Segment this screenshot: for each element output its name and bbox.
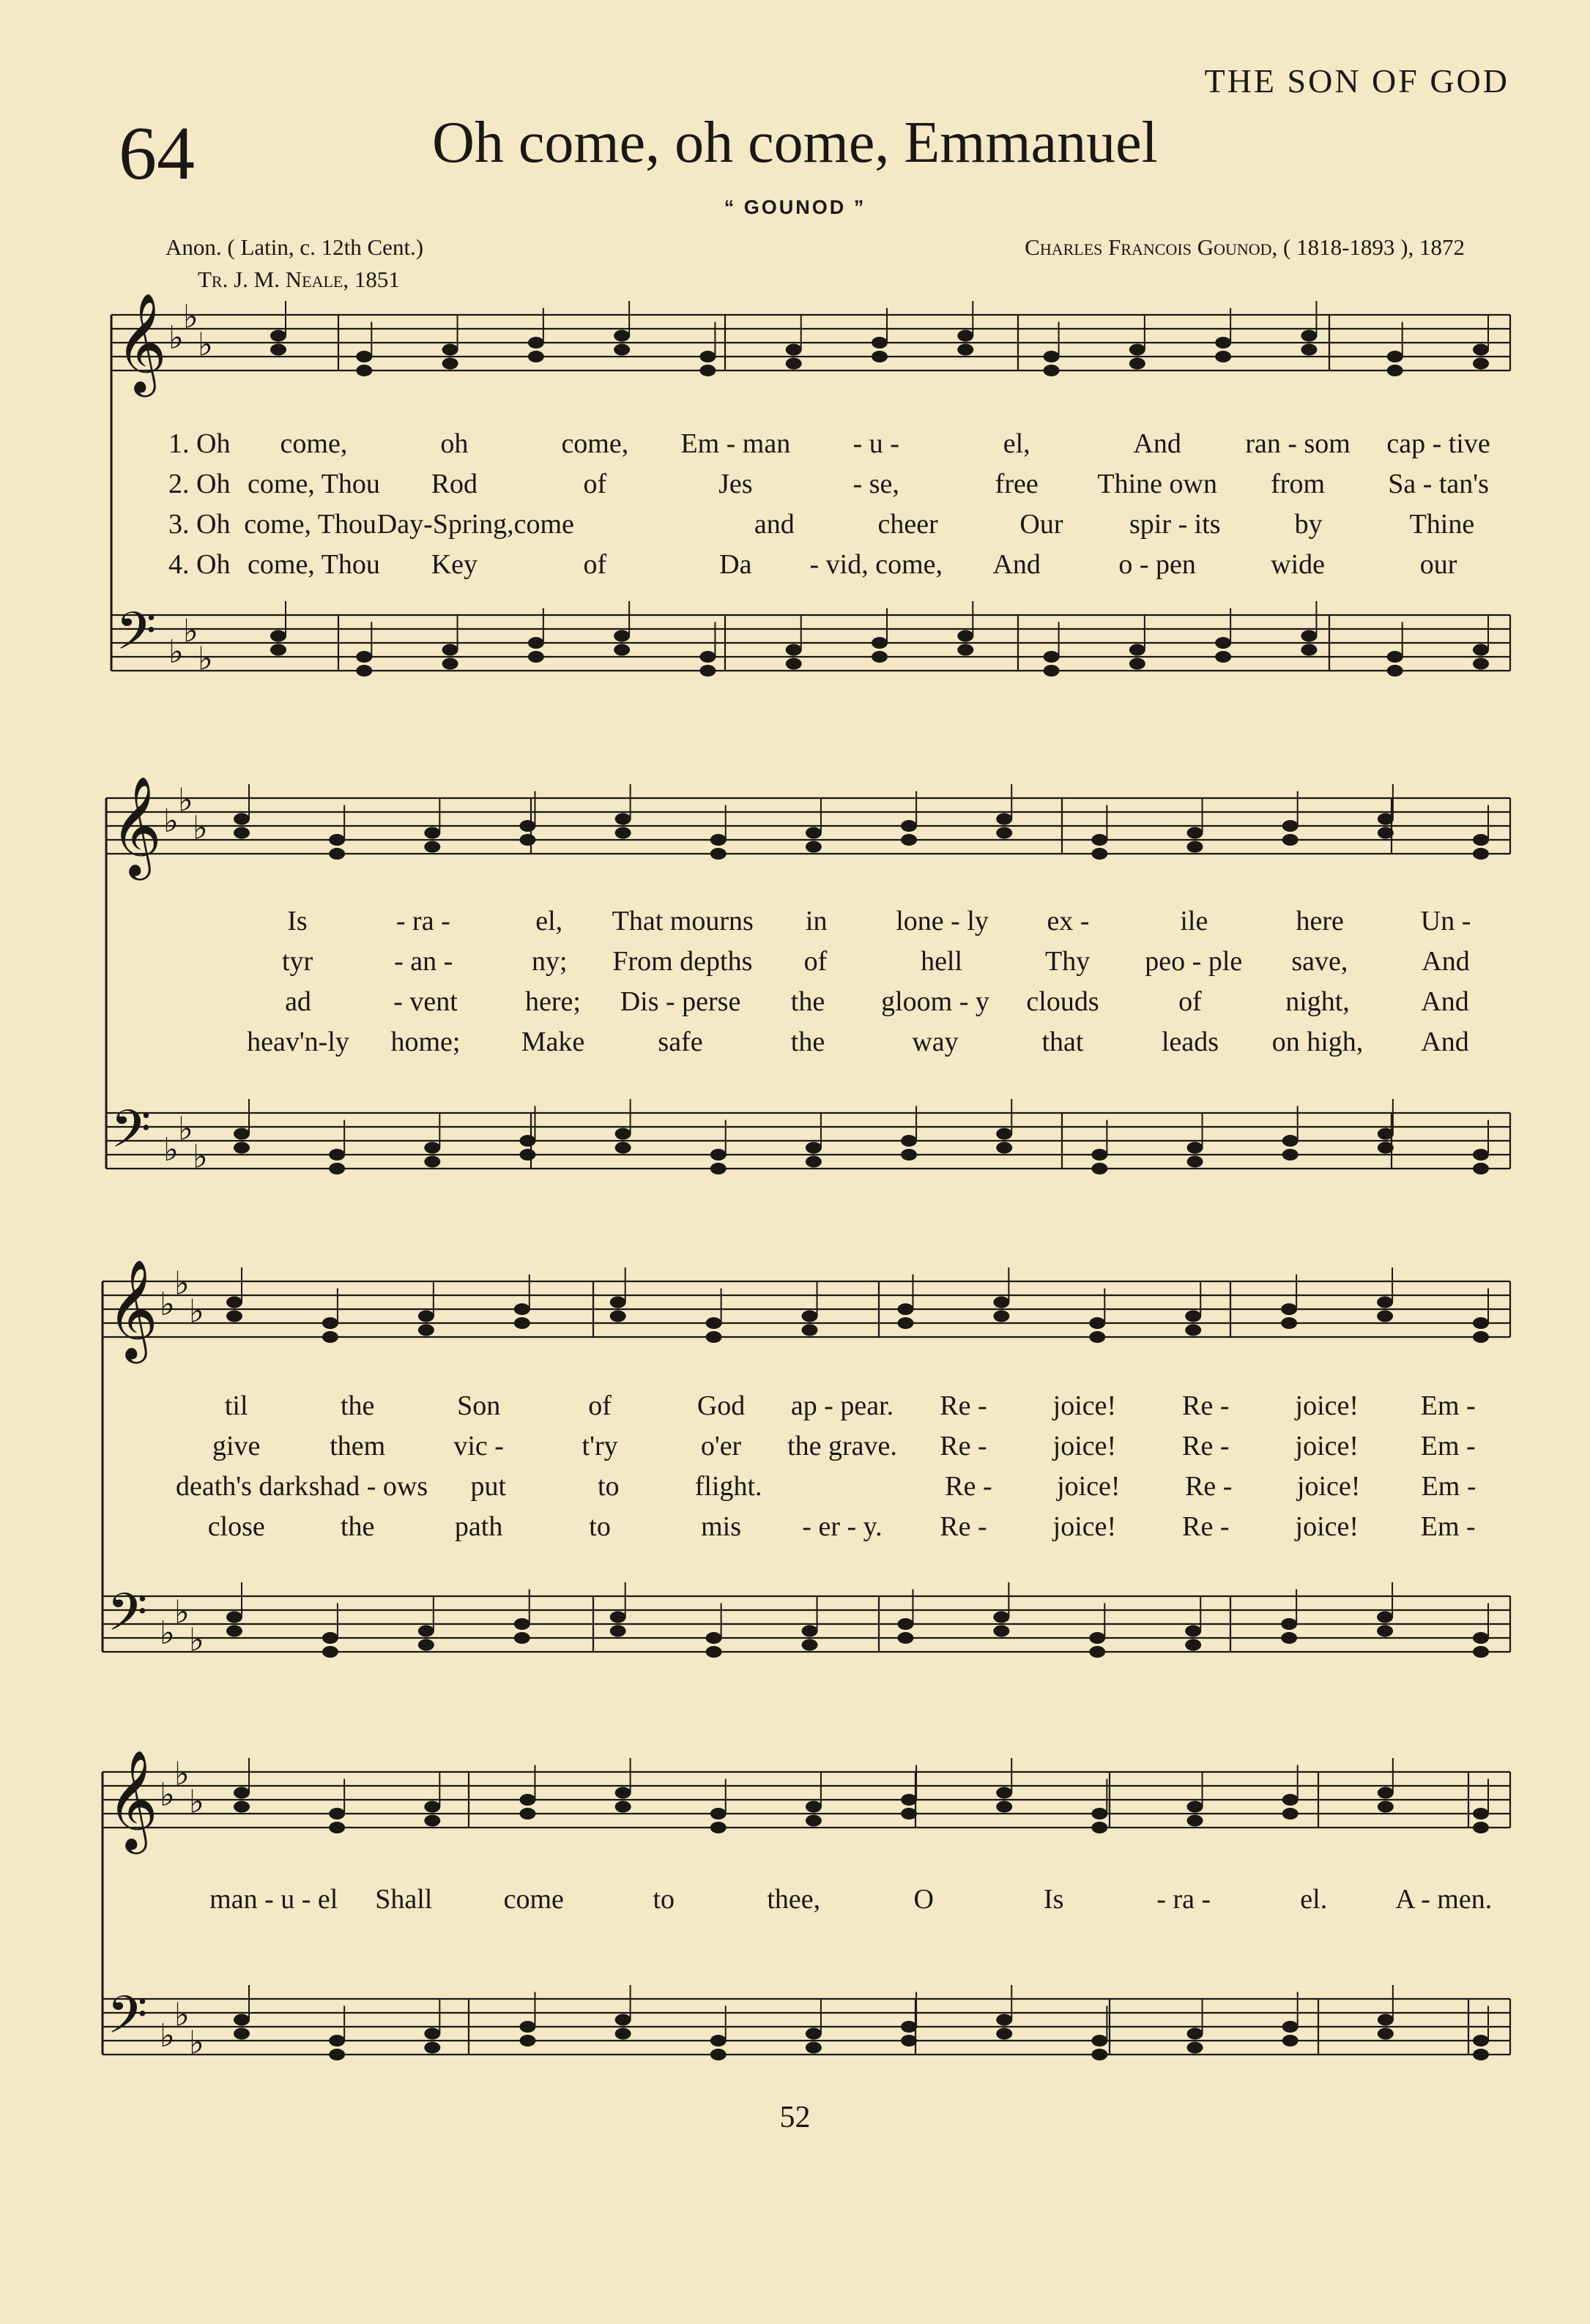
lyric-syllable: Re - xyxy=(940,1390,987,1421)
lyric-syllable: the xyxy=(790,986,825,1017)
lyric-syllable: joice! xyxy=(1052,1390,1117,1421)
lyric-syllable: o - pen xyxy=(1118,548,1196,580)
lyric-syllable: Make xyxy=(521,1026,585,1057)
lyric-syllable: vic - xyxy=(453,1430,504,1461)
lyric-syllable: A - men. xyxy=(1395,1883,1493,1915)
lyric-syllable: - an - xyxy=(394,945,453,977)
lyric-syllable: Da xyxy=(719,548,752,580)
lyric-syllable: joice! xyxy=(1052,1430,1117,1461)
lyric-syllable: joice! xyxy=(1295,1390,1359,1421)
lyric-syllable: home; xyxy=(390,1026,461,1057)
lyric-syllable: hell xyxy=(921,945,963,977)
lyric-syllable: cap - tive xyxy=(1386,428,1490,459)
svg-text:𝄞: 𝄞 xyxy=(107,1259,158,1359)
svg-text:♭: ♭ xyxy=(160,2017,175,2055)
lyric-syllable: ex - xyxy=(1047,905,1090,936)
lyric-syllable: Dis - perse xyxy=(620,986,741,1017)
svg-text:𝄢: 𝄢 xyxy=(116,601,157,674)
svg-text:♭: ♭ xyxy=(189,1783,204,1821)
text-translator: Tr. J. M. Neale, 1851 xyxy=(198,267,400,292)
svg-text:𝄢: 𝄢 xyxy=(111,1099,152,1172)
svg-text:♭: ♭ xyxy=(174,1755,190,1793)
hymn-title: Oh come, oh come, Emmanuel xyxy=(432,111,1158,175)
lyric-syllable: Re - xyxy=(940,1430,987,1461)
music-system-3 xyxy=(0,1259,1590,1684)
section-title: THE SON OF GOD xyxy=(1204,62,1509,100)
svg-text:𝄢: 𝄢 xyxy=(107,1582,148,1656)
lyric-line xyxy=(168,423,1509,463)
lyric-syllable: til xyxy=(224,1390,248,1421)
svg-text:♭: ♭ xyxy=(160,1286,175,1323)
lyric-syllable: - vid, come, xyxy=(809,548,943,580)
lyric-syllable: the xyxy=(790,1026,825,1057)
lyric-syllable: Re - xyxy=(945,1470,992,1502)
lyric-syllable: death's dark xyxy=(176,1470,308,1502)
svg-text:𝄞: 𝄞 xyxy=(116,293,167,392)
tune-name: “ GOUNOD ” xyxy=(724,196,866,218)
lyric-syllable: - ra - xyxy=(395,905,450,936)
music-system-1 xyxy=(0,293,1590,703)
svg-text:♭: ♭ xyxy=(198,640,213,678)
lyric-syllable: o'er xyxy=(700,1430,742,1461)
svg-text:♭: ♭ xyxy=(193,809,208,847)
lyric-syllable: Re - xyxy=(1182,1430,1230,1461)
lyric-syllable: of xyxy=(803,945,828,977)
lyric-syllable: them xyxy=(330,1430,386,1461)
lyric-syllable: come xyxy=(503,1883,564,1915)
lyric-syllable: spir - its xyxy=(1129,508,1221,540)
lyric-syllable: Thine own xyxy=(1097,468,1217,499)
lyric-syllable: O xyxy=(913,1883,934,1915)
svg-text:𝄞: 𝄞 xyxy=(107,1750,158,1850)
lyrics-block-4 xyxy=(209,1879,1509,1919)
svg-text:♭: ♭ xyxy=(174,1593,190,1631)
svg-text:𝄢: 𝄢 xyxy=(107,1985,148,2058)
svg-text:♭: ♭ xyxy=(160,1614,175,1652)
lyric-syllable: Em - xyxy=(1421,1470,1476,1502)
lyric-syllable: Our xyxy=(1019,508,1063,540)
lyric-syllable: Rod xyxy=(431,468,478,499)
lyric-syllable: that xyxy=(1041,1026,1084,1057)
hymn-number: 64 xyxy=(119,111,195,195)
lyric-syllable: heav'n-ly xyxy=(247,1026,349,1057)
svg-text:𝄞: 𝄞 xyxy=(111,776,162,876)
lyric-syllable: safe xyxy=(658,1026,703,1057)
lyric-syllable: - se, xyxy=(852,468,899,499)
lyric-syllable: Sa - tan's xyxy=(1388,468,1489,499)
lyric-syllable: here xyxy=(1296,905,1344,936)
text-author: Anon. ( Latin, c. 12th Cent.) xyxy=(166,234,424,260)
lyric-line xyxy=(234,1021,1509,1062)
lyric-syllable: joice! xyxy=(1057,1470,1121,1502)
lyric-syllable: el. xyxy=(1300,1883,1328,1915)
lyric-syllable: clouds xyxy=(1026,986,1099,1017)
lyric-syllable: cheer xyxy=(877,508,938,540)
lyric-syllable: man - u - el xyxy=(209,1883,338,1915)
lyric-line xyxy=(168,544,1509,584)
lyric-syllable: And xyxy=(992,548,1041,580)
lyric-line xyxy=(209,1879,1509,1919)
lyric-syllable: of xyxy=(583,548,607,580)
lyric-syllable: And xyxy=(1421,986,1469,1017)
lyric-syllable: shad - ows xyxy=(308,1470,428,1502)
lyric-syllable: come, xyxy=(280,428,348,459)
lyric-syllable: the xyxy=(340,1511,375,1542)
svg-text:♭: ♭ xyxy=(193,1138,208,1176)
lyric-syllable: joice! xyxy=(1295,1511,1359,1542)
lyric-syllable: free xyxy=(995,468,1039,499)
lyric-syllable: to xyxy=(589,1511,611,1542)
lyric-syllable: ap - pear. xyxy=(790,1390,894,1421)
lyric-syllable: Em - xyxy=(1420,1430,1476,1461)
lyric-syllable: el, xyxy=(1003,428,1030,459)
lyric-syllable: Re - xyxy=(1182,1390,1230,1421)
lyrics-block-2 xyxy=(234,901,1509,1062)
lyric-syllable: Em - xyxy=(1420,1390,1476,1421)
svg-text:♭: ♭ xyxy=(189,2024,204,2062)
lyric-syllable: night, xyxy=(1285,986,1350,1017)
music-system-4 xyxy=(0,1750,1590,2087)
svg-text:♭: ♭ xyxy=(163,1131,179,1169)
lyric-syllable: come, Thou xyxy=(244,508,377,540)
lyric-syllable: God xyxy=(696,1390,746,1421)
lyric-syllable: close xyxy=(207,1511,265,1542)
lyric-syllable: our xyxy=(1419,548,1457,580)
music-composer: Charles Francois Gounod, ( 1818-1893 ), 1872 xyxy=(1025,234,1465,260)
lyric-syllable: And xyxy=(1422,945,1470,977)
lyric-syllable: and xyxy=(754,508,795,540)
svg-text:♭: ♭ xyxy=(174,1996,190,2034)
svg-text:♭: ♭ xyxy=(168,319,184,357)
lyric-line xyxy=(234,901,1509,941)
lyric-syllable: in xyxy=(805,905,828,936)
lyric-syllable: Re - xyxy=(1185,1470,1233,1502)
lyric-syllable: of xyxy=(583,468,607,499)
lyric-syllable: Thy xyxy=(1045,945,1091,977)
svg-text:♭: ♭ xyxy=(198,326,213,364)
lyric-syllable: of xyxy=(588,1390,612,1421)
lyric-line xyxy=(176,1506,1509,1546)
lyric-syllable: mis xyxy=(701,1511,741,1542)
lyric-syllable: put xyxy=(470,1470,507,1502)
svg-text:♭: ♭ xyxy=(168,633,184,671)
lyric-syllable: Day-Spring,come xyxy=(376,508,574,540)
lyric-syllable: of xyxy=(1178,986,1202,1017)
svg-text:♭: ♭ xyxy=(163,802,179,840)
svg-text:♭: ♭ xyxy=(189,1621,204,1659)
lyric-syllable: Is xyxy=(287,905,308,936)
lyric-syllable: Re - xyxy=(1182,1511,1230,1542)
svg-text:♭: ♭ xyxy=(178,781,193,819)
lyric-syllable: joice! xyxy=(1296,1470,1361,1502)
lyric-syllable: gloom - y xyxy=(881,986,989,1017)
lyric-syllable: on high, xyxy=(1271,1026,1364,1057)
lyric-syllable: lone - ly xyxy=(896,905,989,936)
lyric-syllable: el, xyxy=(535,905,563,936)
lyric-syllable: the grave. xyxy=(787,1430,897,1461)
lyric-syllable: Son xyxy=(457,1390,501,1421)
lyric-syllable: And xyxy=(1133,428,1181,459)
lyric-syllable: here; xyxy=(525,986,581,1017)
svg-text:♭: ♭ xyxy=(160,1776,175,1814)
lyric-syllable: Thine xyxy=(1409,508,1475,540)
lyric-syllable: peo - ple xyxy=(1145,945,1243,977)
lyric-syllable: That mourns xyxy=(612,905,754,936)
lyrics-block-3 xyxy=(176,1385,1509,1546)
lyric-syllable: to xyxy=(597,1470,620,1502)
lyric-syllable: come, Thou xyxy=(248,548,380,580)
lyric-syllable: by xyxy=(1294,508,1323,540)
lyric-line xyxy=(176,1426,1509,1466)
svg-text:♭: ♭ xyxy=(183,612,198,650)
lyric-syllable: come, Thou xyxy=(248,468,380,499)
lyric-syllable: tyr xyxy=(281,945,313,977)
lyric-line xyxy=(176,1385,1509,1426)
lyric-syllable: And xyxy=(1421,1026,1469,1057)
lyrics-block-1 xyxy=(168,423,1509,584)
lyric-syllable: to xyxy=(653,1883,675,1915)
lyric-syllable: From depths xyxy=(612,945,753,977)
lyric-line xyxy=(234,941,1509,981)
svg-text:♭: ♭ xyxy=(178,1110,193,1148)
lyric-syllable: way xyxy=(912,1026,959,1057)
lyric-syllable: 2. Oh xyxy=(168,468,231,499)
lyric-syllable: ad xyxy=(285,986,311,1017)
lyric-syllable: - ra - xyxy=(1156,1883,1211,1915)
lyric-syllable: ran - som xyxy=(1245,428,1351,459)
lyric-syllable: Re - xyxy=(940,1511,987,1542)
page-number: 52 xyxy=(779,2101,811,2134)
lyric-syllable: joice! xyxy=(1295,1430,1359,1461)
svg-text:♭: ♭ xyxy=(189,1292,204,1330)
lyric-syllable: 1. Oh xyxy=(168,428,231,459)
lyric-syllable: Un - xyxy=(1420,905,1471,936)
lyric-syllable: ile xyxy=(1180,905,1208,936)
lyric-syllable: ny; xyxy=(531,945,568,977)
svg-text:♭: ♭ xyxy=(183,298,198,336)
lyric-syllable: Jes xyxy=(718,468,753,499)
lyric-line xyxy=(234,981,1509,1021)
lyric-syllable: Shall xyxy=(375,1883,433,1915)
svg-text:♭: ♭ xyxy=(174,1265,190,1303)
lyric-syllable: save, xyxy=(1291,945,1348,977)
music-system-2 xyxy=(0,776,1590,1201)
lyric-syllable: joice! xyxy=(1052,1511,1117,1542)
lyric-syllable: the xyxy=(340,1390,375,1421)
lyric-syllable: wide xyxy=(1271,548,1326,580)
lyric-syllable: leads xyxy=(1161,1026,1219,1057)
lyric-syllable: come, xyxy=(561,428,629,459)
lyric-syllable: path xyxy=(454,1511,503,1542)
lyric-line xyxy=(168,463,1509,504)
lyric-syllable: give xyxy=(212,1430,261,1461)
lyric-syllable: thee, xyxy=(767,1883,821,1915)
lyric-syllable: - er - y. xyxy=(802,1511,883,1542)
lyric-syllable: Em - xyxy=(1420,1511,1476,1542)
lyric-syllable: Em - man xyxy=(680,428,791,459)
lyric-syllable: t'ry xyxy=(582,1430,618,1461)
lyric-syllable: oh xyxy=(440,428,469,459)
lyric-syllable: - vent xyxy=(393,986,458,1017)
lyric-syllable: flight. xyxy=(694,1470,762,1502)
lyric-line xyxy=(176,1466,1509,1506)
lyric-syllable: 4. Oh xyxy=(168,548,231,580)
lyric-syllable: Is xyxy=(1044,1883,1064,1915)
lyric-syllable: Key xyxy=(431,548,478,580)
lyric-line xyxy=(168,504,1509,544)
lyric-syllable: from xyxy=(1271,468,1326,499)
lyric-syllable: - u - xyxy=(852,428,899,459)
lyric-syllable: 3. Oh xyxy=(168,508,231,540)
